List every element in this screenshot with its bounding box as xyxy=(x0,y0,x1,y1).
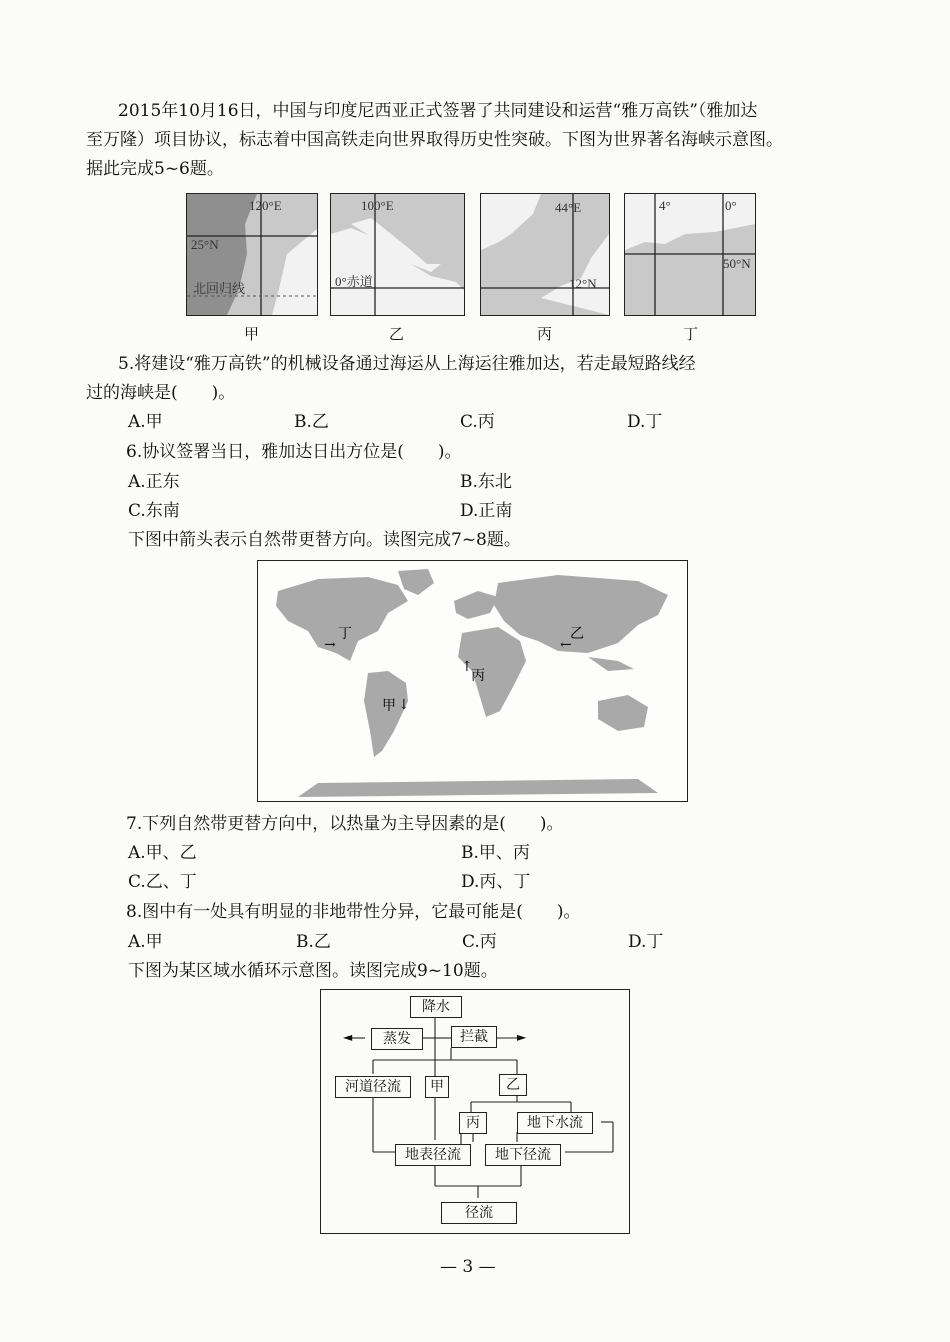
caption-jia: 甲 xyxy=(244,325,260,343)
q8-option-d[interactable]: D.丁 xyxy=(628,932,664,952)
world-label-jia: 甲 xyxy=(382,699,396,714)
strait-map-yi-graphic xyxy=(331,194,464,315)
label-100e: 100°E xyxy=(361,198,394,213)
intro-line-3: 据此完成5~6题。 xyxy=(86,159,224,179)
box-evaporation: 蒸发 xyxy=(371,1028,423,1050)
caption-bing: 丙 xyxy=(537,325,553,343)
world-label-yi: 乙 xyxy=(570,627,584,642)
intro-line-1: 2015年10月16日，中国与印度尼西亚正式签署了共同建设和运营“雅万高铁”（雅加达 xyxy=(118,101,758,121)
q7-option-b[interactable]: B.甲、丙 xyxy=(461,843,530,863)
box-precipitation: 降水 xyxy=(410,996,462,1018)
label-50n: 50°N xyxy=(723,256,751,271)
box-bing: 丙 xyxy=(459,1112,487,1134)
arrow-ding-icon: → xyxy=(324,637,336,653)
label-equator: 0°赤道 xyxy=(335,274,373,289)
label-25n: 25°N xyxy=(191,237,219,252)
arrow-yi-icon: ← xyxy=(560,637,572,653)
box-groundwater-flow: 地下水流 xyxy=(517,1112,593,1134)
q5-option-d[interactable]: D.丁 xyxy=(627,412,663,432)
q7-stem: 7.下列自然带更替方向中，以热量为主导因素的是( )。 xyxy=(126,814,564,834)
caption-yi: 乙 xyxy=(389,325,405,343)
arrow-bing-icon: ↑ xyxy=(461,659,473,675)
strait-map-yi xyxy=(330,193,465,316)
box-subsurface-runoff: 地下径流 xyxy=(485,1144,561,1166)
strait-map-bing xyxy=(480,193,610,316)
q5-option-b[interactable]: B.乙 xyxy=(294,412,329,432)
strait-map-bing-graphic xyxy=(481,194,609,315)
q5-option-a[interactable]: A.甲 xyxy=(128,412,163,432)
intro-2: 下图中箭头表示自然带更替方向。读图完成7~8题。 xyxy=(128,530,521,550)
strait-map-jia xyxy=(186,193,318,316)
q6-stem: 6.协议签署当日，雅加达日出方位是( )。 xyxy=(126,442,462,462)
q8-option-c[interactable]: C.丙 xyxy=(462,932,497,952)
world-label-bing: 丙 xyxy=(471,669,485,684)
q6-option-a[interactable]: A.正东 xyxy=(128,472,180,492)
label-tropic: 北回归线 xyxy=(193,281,246,296)
label-44e: 44°E xyxy=(555,200,582,215)
world-map xyxy=(257,560,688,802)
label-120e: 120°E xyxy=(249,198,282,213)
q6-option-b[interactable]: B.东北 xyxy=(460,472,512,492)
q5-stem-2: 过的海峡是( )。 xyxy=(86,383,236,403)
arrow-jia-icon: ↓ xyxy=(398,697,410,713)
box-yi: 乙 xyxy=(499,1074,527,1096)
intro-line-2: 至万隆）项目协议，标志着中国高铁走向世界取得历史性突破。下图为世界著名海峡示意图。 xyxy=(86,130,783,150)
q7-option-d[interactable]: D.丙、丁 xyxy=(461,872,531,892)
q5-stem-1: 5.将建设“雅万高铁”的机械设备通过海运从上海运往雅加达，若走最短路线经 xyxy=(118,354,696,374)
q6-option-d[interactable]: D.正南 xyxy=(460,501,513,521)
intro-3: 下图为某区域水循环示意图。读图完成9~10题。 xyxy=(128,961,498,981)
box-runoff: 径流 xyxy=(441,1202,517,1224)
arrow-left-icon: ◄ xyxy=(343,1030,353,1044)
q8-option-b[interactable]: B.乙 xyxy=(296,932,331,952)
q5-option-c[interactable]: C.丙 xyxy=(460,412,495,432)
q6-option-c[interactable]: C.东南 xyxy=(128,501,180,521)
q8-stem: 8.图中有一处具有明显的非地带性分异，它最可能是( )。 xyxy=(126,902,581,922)
label-4deg: 4° xyxy=(659,198,671,213)
box-interception: 拦截 xyxy=(451,1026,497,1048)
label-12n: 12°N xyxy=(569,276,597,291)
world-label-ding: 丁 xyxy=(338,627,352,642)
arrow-right-icon: ► xyxy=(517,1030,527,1044)
q8-option-a[interactable]: A.甲 xyxy=(128,932,163,952)
water-cycle-diagram xyxy=(320,989,630,1234)
box-channel-runoff: 河道径流 xyxy=(335,1076,411,1098)
strait-map-ding xyxy=(624,193,756,316)
label-0deg: 0° xyxy=(725,198,737,213)
box-surface-runoff: 地表径流 xyxy=(395,1144,471,1166)
q7-option-c[interactable]: C.乙、丁 xyxy=(128,872,197,892)
page-number: — 3 — xyxy=(440,1257,496,1277)
caption-ding: 丁 xyxy=(683,325,699,343)
box-jia: 甲 xyxy=(425,1076,449,1098)
q7-option-a[interactable]: A.甲、乙 xyxy=(128,843,197,863)
